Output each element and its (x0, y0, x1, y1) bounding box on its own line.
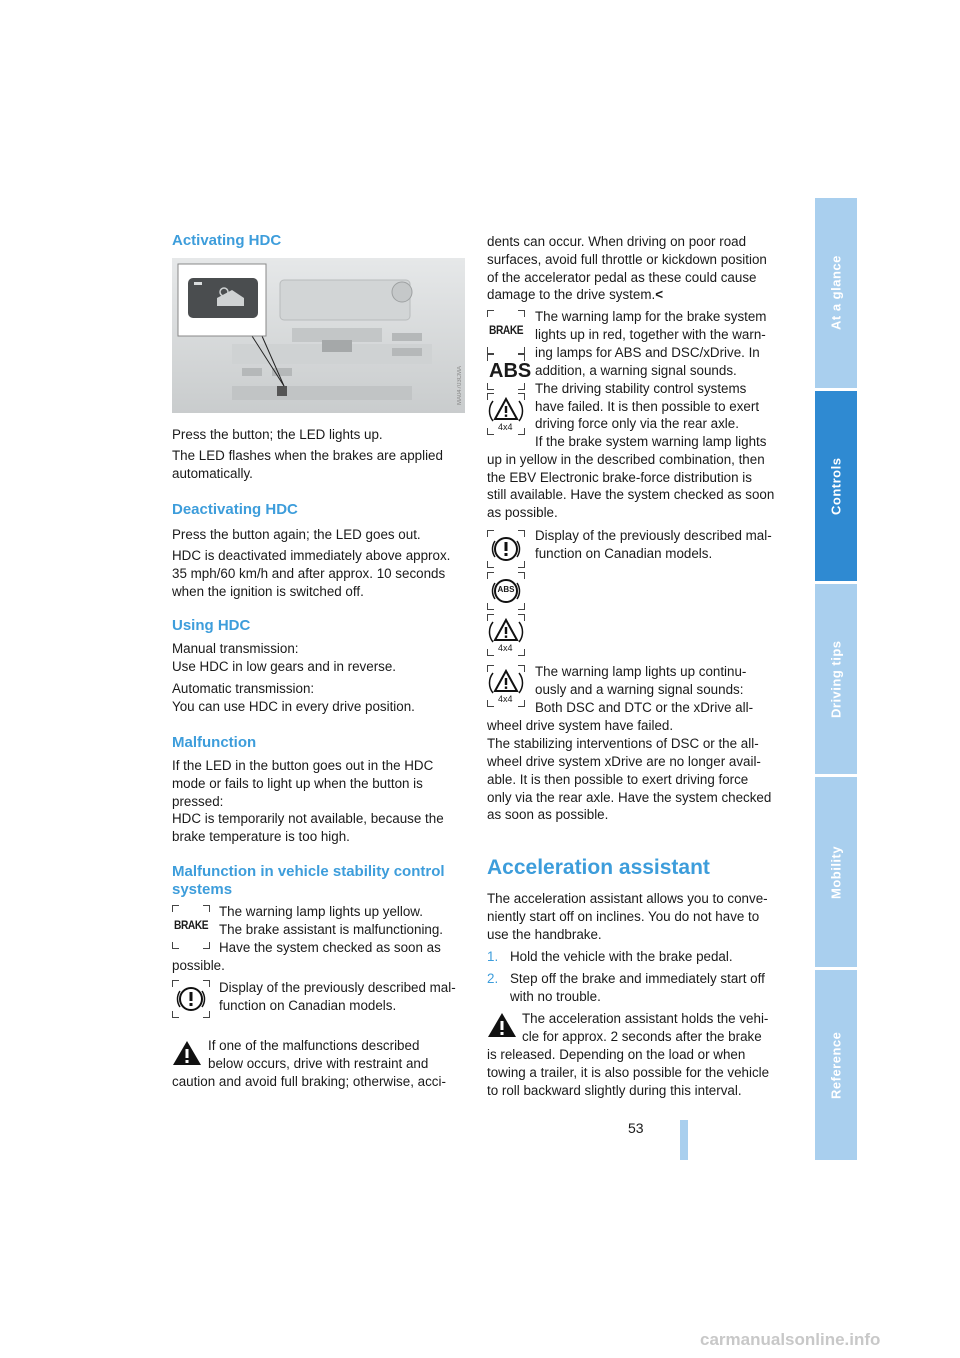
accel-w2: cle for approx. 2 seconds after the brake (522, 1029, 762, 1044)
activating-p2b: automatically. (172, 466, 253, 481)
tab-mobility[interactable]: Mobility (828, 845, 844, 899)
right-d6: wheel drive system xDrive are no longer avail- (487, 754, 761, 769)
abs-circle-icon (487, 572, 525, 610)
using-l2: Use HDC in low gears and in reverse. (172, 659, 397, 674)
activating-p1: Press the button; the LED lights up. (172, 427, 383, 442)
heading-deactivating-hdc: Deactivating HDC (172, 501, 298, 518)
deactivating-p1: Press the button again; the LED goes out. (172, 527, 421, 542)
stability-l5: Display of the previously described mal- (219, 980, 456, 995)
heading-activating-hdc: Activating HDC (172, 232, 282, 249)
right-c2: function on Canadian models. (535, 546, 713, 561)
right-d3: Both DSC and DTC or the xDrive all- (535, 700, 754, 715)
right-d7: able. It is then possible to exert driving force (487, 772, 749, 787)
abs-icon-text: ABS (489, 360, 532, 382)
right-cont3: of the accelerator pedal as these could cause (487, 270, 757, 285)
step-2-number: 2. (487, 971, 499, 986)
right-c1: Display of the previously described mal- (535, 528, 772, 543)
right-r7: driving force only via the rear axle. (535, 416, 739, 431)
right-d4: wheel drive system have failed. (487, 718, 674, 733)
accel-w4: towing a trailer, it is also possible for the vehicle (487, 1065, 770, 1080)
stability-w2: below occurs, drive with restraint and (208, 1056, 429, 1071)
right-d9: as soon as possible. (487, 807, 609, 822)
right-cont2: surfaces, avoid full throttle or kickdown position (487, 252, 767, 267)
right-r8: If the brake system warning lamp lights (535, 434, 767, 449)
tab-controls[interactable]: Controls (828, 457, 844, 515)
brake-red-icon (487, 310, 525, 354)
page-number: 53 (628, 1120, 644, 1136)
deactivating-p2a: HDC is deactivated immediately above approx. (172, 548, 451, 563)
malfunction-l3: pressed: (172, 794, 224, 809)
malfunction-l2: mode or fails to light up when the button is (172, 776, 423, 791)
heading-using-hdc: Using HDC (172, 617, 251, 634)
tab-at-a-glance[interactable]: At a glance (828, 255, 844, 331)
right-d2: ously and a warning signal sounds: (535, 682, 744, 697)
exclamation-circle-icon (172, 980, 210, 1018)
right-d5: The stabilizing interventions of DSC or the all- (487, 736, 759, 751)
step-2-text-a: Step off the brake and immediately start off (510, 971, 765, 986)
right-cont1: dents can occur. When driving on poor road (487, 234, 747, 249)
deactivating-p2b: 35 mph/60 km/h and after approx. 10 seconds (172, 566, 446, 581)
brake-red-icon-text: BRAKE (489, 323, 524, 337)
right-d8: only via the rear axle. Have the system checked (487, 790, 772, 805)
heading-malfunction: Malfunction (172, 734, 257, 751)
page-number-bar (680, 1120, 688, 1160)
right-d1: The warning lamp lights up continu- (535, 664, 747, 679)
end-mark: < (655, 287, 664, 302)
stability-l1: The warning lamp lights up yellow. (219, 904, 423, 919)
using-l1: Manual transmission: (172, 641, 299, 656)
abs-circle-icon-text: ABS (497, 585, 515, 594)
stability-w1: If one of the malfunctions described (208, 1038, 420, 1053)
abs-warning-icon (487, 354, 532, 390)
heading-acceleration-assistant: Acceleration assistant (487, 856, 710, 879)
xdrive-warning-icon-3 (487, 665, 525, 707)
right-r6: have failed. It is then possible to exert (535, 399, 760, 414)
xdrive-warning-icon-canada (487, 614, 525, 656)
warning-triangle-icon (172, 1040, 202, 1066)
heading-stability-a: Malfunction in vehicle stability control (172, 863, 445, 880)
stability-l2: The brake assistant is malfunctioning. (219, 922, 444, 937)
xdrive-icon-text-2: 4x4 (498, 643, 513, 653)
stability-w3: caution and avoid full braking; otherwise, acci- (172, 1074, 446, 1089)
right-r5: The driving stability control systems (535, 381, 747, 396)
watermark: carmanualsonline.info (700, 1330, 881, 1349)
xdrive-warning-icon (487, 393, 525, 435)
right-r1: The warning lamp for the brake system (535, 309, 767, 324)
exclamation-circle-icon-canada (487, 530, 525, 568)
using-l4: You can use HDC in every drive position. (172, 699, 415, 714)
right-r10: the EBV Electronic brake-force distribution is (487, 470, 752, 485)
accel-p2: niently start off on inclines. You do not have to (487, 909, 760, 924)
accel-p3: use the handbrake. (487, 927, 602, 942)
tab-reference[interactable]: Reference (828, 1031, 844, 1099)
using-l3: Automatic transmission: (172, 681, 315, 696)
malfunction-l1: If the LED in the button goes out in the HDC (172, 758, 434, 773)
brake-icon-text: BRAKE (174, 918, 209, 932)
xdrive-icon-text-3: 4x4 (498, 694, 513, 704)
right-r11: still available. Have the system checked as soon (487, 487, 775, 502)
accel-w5: to roll backward slightly during this interval. (487, 1083, 742, 1098)
accel-p1: The acceleration assistant allows you to conve- (487, 891, 768, 906)
tab-driving-tips[interactable]: Driving tips (828, 640, 844, 718)
malfunction-l5: brake temperature is too high. (172, 829, 350, 844)
activating-p2a: The LED flashes when the brakes are applied (172, 448, 443, 463)
console-figure (172, 258, 465, 413)
deactivating-p2c: when the ignition is switched off. (172, 584, 364, 599)
stability-l6: function on Canadian models. (219, 998, 397, 1013)
malfunction-l4: HDC is temporarily not available, because the (172, 811, 444, 826)
figure-code: MA04703CMA (457, 365, 463, 405)
warning-triangle-icon-accel (487, 1012, 517, 1038)
right-r2: lights up in red, together with the warn- (535, 327, 766, 342)
step-1-number: 1. (487, 949, 499, 964)
step-1-text: Hold the vehicle with the brake pedal. (510, 949, 733, 964)
brake-warning-icon (172, 905, 210, 949)
right-r4: addition, a warning signal sounds. (535, 363, 737, 378)
right-cont4-line (487, 286, 663, 304)
right-r3: ing lamps for ABS and DSC/xDrive. In (535, 345, 760, 360)
stability-l3: Have the system checked as soon as (219, 940, 441, 955)
accel-w1: The acceleration assistant holds the vehi- (522, 1011, 769, 1026)
heading-stability-b: systems (172, 881, 233, 898)
step-2-text-b: with no trouble. (510, 989, 601, 1004)
right-cont4: damage to the drive system. (487, 287, 656, 302)
stability-l4: possible. (172, 958, 225, 973)
right-r12: as possible. (487, 505, 558, 520)
right-r9: up in yellow in the described combination, then (487, 452, 765, 467)
accel-w3: is released. Depending on the load or when (487, 1047, 746, 1062)
xdrive-icon-text: 4x4 (498, 422, 513, 432)
